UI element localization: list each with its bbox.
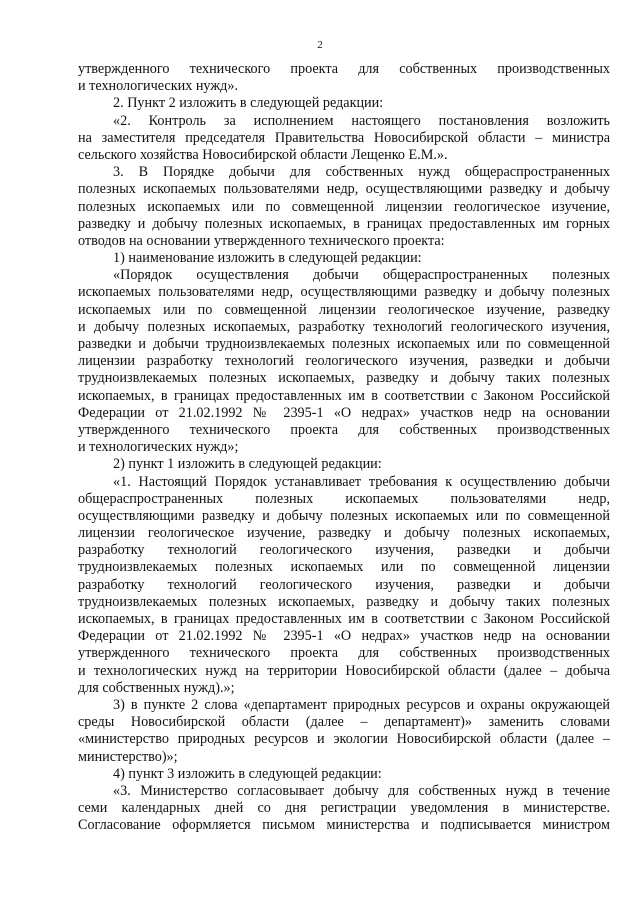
- text-line: полезных ископаемых пользователями недр, осуществляющими разведку и добычу: [78, 181, 610, 198]
- text-line: «Порядок осуществления добычи общераспространенных полезных: [113, 267, 610, 284]
- text-line: ископаемых или по совмещенной лицензии геологическое изучение, разведку: [78, 301, 610, 318]
- text-line: разведки и добычи трудноизвлекаемых полезных ископаемых или по совмещенной: [78, 336, 610, 352]
- text-line: лицензии разработку технологий геологического изучения, разведки и добычи: [78, 353, 610, 370]
- text-line: 3. В Порядке добычи для собственных нужд общераспространенных: [113, 164, 610, 181]
- page-number: 2: [317, 39, 323, 51]
- text-line: осуществляющими разведку и добычу полезных ископаемых или по совмещенной: [78, 507, 610, 524]
- text-line: разработку технологий геологического изучения, разведки и добычи: [78, 576, 610, 593]
- text-line: ископаемых, в границах предоставленных им в соответствии с Законом Российской: [78, 611, 610, 627]
- text-line: для собственных нужд).»;: [78, 679, 235, 696]
- text-line: разведку и добычу полезных ископаемых, в границах предоставленных им горных: [78, 215, 610, 232]
- text-line: министерство)»;: [78, 748, 178, 765]
- text-line: отводов на основании утвержденного технического проекта:: [78, 232, 445, 249]
- text-line: Федерации от 21.02.1992 № 2395-1 «О недрах» участков недр на основании: [78, 404, 610, 421]
- text-line: и добычу полезных ископаемых, разработку технологий геологического изучения,: [78, 318, 610, 335]
- text-line: полезных ископаемых или по совмещенной лицензии геологическое изучение,: [78, 198, 610, 215]
- text-line: «1. Настоящий Порядок устанавливает требования к осуществлению добычи: [113, 473, 610, 490]
- text-line: утвержденного технического проекта для собственных производственных: [78, 645, 610, 662]
- text-line: 3) в пункте 2 слова «департамент природных ресурсов и охраны окружающей: [113, 696, 610, 713]
- text-line: «3. Министерство согласовывает добычу для собственных нужд в течение: [113, 782, 610, 799]
- text-line: на заместителя председателя Правительства Новосибирской области – министра: [78, 129, 610, 146]
- text-line: и технологических нужд на территории Новосибирской области (далее – добыча: [78, 662, 610, 679]
- text-line: общераспространенных полезных ископаемых пользователями недр,: [78, 490, 610, 507]
- text-line: «министерство природных ресурсов и экологии Новосибирской области (далее –: [78, 731, 610, 748]
- text-line: трудноизвлекаемых полезных ископаемых, разведку и добычу таких полезных: [78, 593, 610, 610]
- text-line: Федерации от 21.02.1992 № 2395-1 «О недрах» участков недр на основании: [78, 628, 610, 645]
- text-line: 1) наименование изложить в следующей редакции:: [113, 250, 422, 267]
- text-line: утвержденного технического проекта для собственных производственных: [78, 421, 610, 438]
- text-line: 2. Пункт 2 изложить в следующей редакции:: [113, 95, 384, 112]
- text-line: сельского хозяйства Новосибирской области Лещенко Е.М.».: [78, 146, 448, 163]
- text-line: семи календарных дней со дня регистрации уведомления в министерстве.: [78, 800, 610, 817]
- text-line: лицензии геологическое изучение, разведку и добычу полезных ископаемых,: [78, 525, 610, 542]
- text-line: утвержденного технического проекта для собственных производственных: [78, 61, 610, 77]
- text-line: среды Новосибирской области (далее – департамент)» заменить словами: [78, 714, 610, 731]
- text-line: разработку технологий геологического изучения, разведки и добычи: [78, 542, 610, 559]
- text-line: и технологических нужд».: [78, 78, 238, 95]
- text-line: 2) пункт 1 изложить в следующей редакции:: [113, 456, 382, 473]
- text-line: Согласование оформляется письмом министерства и подписывается министром: [78, 817, 610, 834]
- document-body: [78, 61, 610, 834]
- text-line: ископаемых, в границах предоставленных им в соответствии с Законом Российской: [78, 387, 610, 404]
- text-line: трудноизвлекаемых полезных ископаемых, разведку и добычу таких полезных: [78, 370, 610, 387]
- text-line: ископаемых пользователями недр, осуществляющими разведку и добычу полезных: [78, 284, 610, 301]
- text-line: трудноизвлекаемых полезных ископаемых или по совмещенной лицензии: [78, 559, 610, 576]
- text-line: 4) пункт 3 изложить в следующей редакции:: [113, 765, 382, 782]
- text-line: и технологических нужд»;: [78, 439, 239, 456]
- text-line: «2. Контроль за исполнением настоящего постановления возложить: [113, 112, 610, 129]
